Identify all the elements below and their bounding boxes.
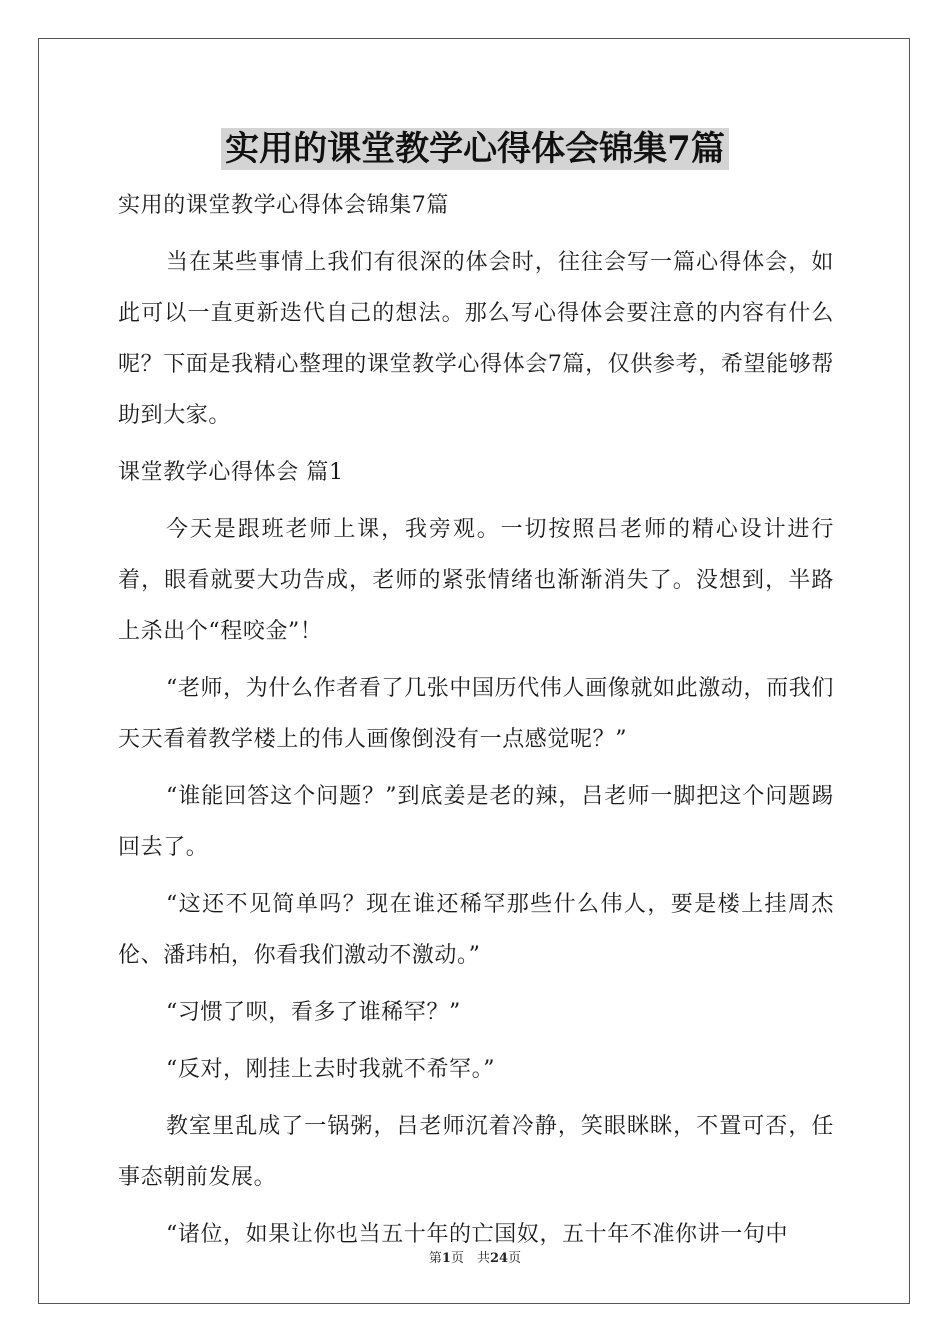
- paragraph: “这还不见简单吗？现在谁还稀罕那些什么伟人，要是楼上挂周杰伦、潘玮柏，你看我们激动不激动。”: [118, 892, 834, 968]
- footer-suffix: 页: [508, 1251, 522, 1266]
- section-heading: 课堂教学心得体会 篇1: [118, 460, 344, 485]
- footer-prefix: 第: [428, 1251, 442, 1266]
- paragraph: 今天是跟班老师上课，我旁观。一切按照吕老师的精心设计进行着，眼看就要大功告成，老师的紧张情绪也渐渐消失了。没想到，半路上杀出个“程咬金”！: [118, 517, 834, 644]
- paragraph-intro: 当在某些事情上我们有很深的体会时，往往会写一篇心得体会，如此可以一直更新迭代自己的想法。那么写心得体会要注意的内容有什么呢？下面是我精心整理的课堂教学心得体会7篇，仅供参考，希望能够帮助到大家。: [118, 250, 834, 428]
- paragraph: “习惯了呗，看多了谁稀罕？”: [166, 1000, 461, 1025]
- page-footer: [0, 1247, 950, 1266]
- paragraph: “谁能回答这个问题？”到底姜是老的辣，吕老师一脚把这个问题踢回去了。: [118, 784, 834, 860]
- paragraph: “诸位，如果让你也当五十年的亡国奴，五十年不准你讲一句中: [166, 1222, 789, 1247]
- footer-total-pages: 24: [489, 1251, 509, 1266]
- footer-page-number: 1: [441, 1251, 451, 1266]
- paragraph: 教室里乱成了一锅粥，吕老师沉着冷静，笑眼眯眯，不置可否，任事态朝前发展。: [118, 1114, 834, 1190]
- footer-mid: 页 共: [450, 1251, 490, 1266]
- paragraph: “老师，为什么作者看了几张中国历代伟人画像就如此激动，而我们天天看着教学楼上的伟人画像倒没有一点感觉呢？”: [118, 676, 834, 752]
- document-title: 实用的课堂教学心得体会锦集7篇: [221, 128, 729, 170]
- document-subtitle: 实用的课堂教学心得体会锦集7篇: [118, 193, 449, 218]
- document-body: [118, 180, 834, 1266]
- paragraph: “反对，刚挂上去时我就不希罕。”: [166, 1057, 496, 1082]
- title-wrapper: [0, 128, 950, 170]
